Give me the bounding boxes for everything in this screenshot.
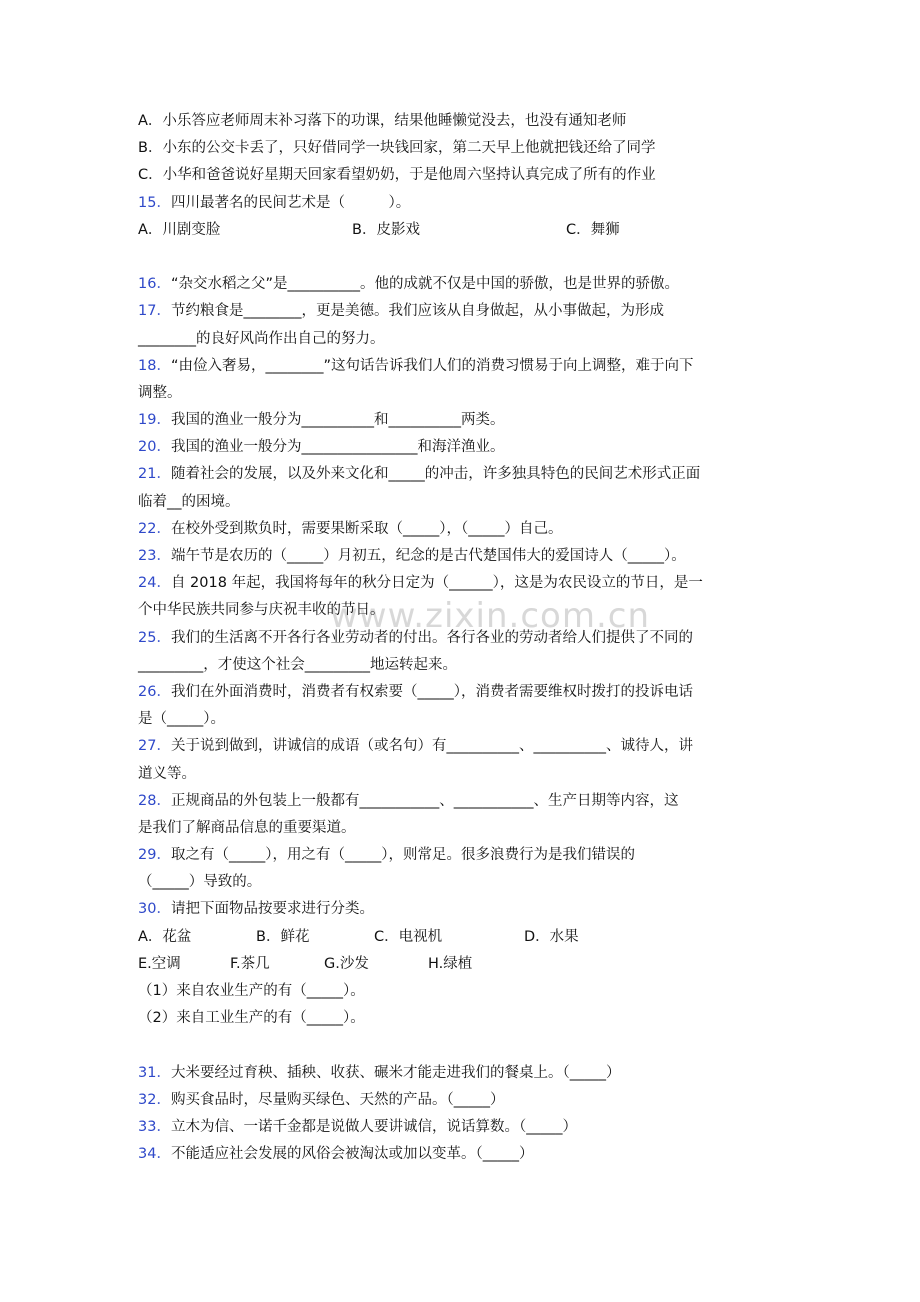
question-28-cont: 是我们了解商品信息的重要渠道。	[138, 819, 356, 836]
q15-options	[138, 217, 788, 244]
question-number: 23．	[138, 548, 171, 564]
question-text: 不能适应社会发展的风俗会被淘汰或加以变革。（_____）	[170, 1146, 534, 1163]
question-17-cont: ________的良好风尚作出自己的努力。	[138, 330, 385, 347]
q30-options-row1	[138, 924, 788, 951]
question-number: 15．	[138, 194, 171, 211]
question-number: 30．	[138, 901, 171, 918]
worksheet	[138, 108, 788, 1168]
q14-option-a: A．小乐答应老师周末补习落下的功课，结果他睡懒觉没去，也没有通知老师	[138, 113, 627, 129]
q14-option-c: C．小华和爸爸说好星期天回家看望奶奶，于是他周六坚持认真完成了所有的作业	[138, 167, 656, 184]
question-22	[138, 516, 788, 543]
watermark: www.zixin.com.cn	[330, 596, 650, 636]
question-number: 17．	[138, 303, 171, 320]
question-18	[138, 353, 788, 380]
question-33	[138, 1114, 788, 1141]
question-18-cont: 调整。	[138, 384, 182, 401]
question-17	[138, 298, 788, 325]
question-text: 立木为信、一诺千金都是说做人要讲诚信，说话算数。（_____）	[170, 1118, 577, 1135]
question-number: 31．	[138, 1064, 171, 1081]
question-27	[138, 733, 788, 760]
question-31	[138, 1060, 788, 1087]
question-32	[138, 1087, 788, 1114]
question-15	[138, 190, 788, 217]
spacer	[138, 1032, 788, 1059]
q30-option-e: E.空调	[138, 955, 181, 972]
question-text: “由俭入奢易，________”这句话告诉我们人们的消费习惯易于向上调整，难于向下	[170, 357, 694, 374]
question-26-cont: 是（_____）。	[138, 711, 225, 728]
question-text: 自 2018 年起，我国将每年的秋分日定为（______），这是为农民设立的节日，是一	[170, 575, 703, 592]
q30-option-c: C．电视机	[374, 928, 443, 945]
question-text: 我国的渔业一般分为________________和海洋渔业。	[170, 439, 505, 456]
q30-option-f: F.茶几	[230, 955, 270, 972]
question-text: 我们在外面消费时，消费者有权索要（_____），消费者需要维权时拨打的投诉电话	[170, 683, 693, 700]
question-number: 32．	[138, 1091, 171, 1108]
question-19	[138, 407, 788, 434]
question-27-cont: 道义等。	[138, 765, 196, 782]
q15-option-b: B．皮影戏	[352, 221, 420, 238]
q14-option-b: B．小东的公交卡丢了，只好借同学一块钱回家，第二天早上他就把钱还给了同学	[138, 140, 656, 157]
question-29	[138, 842, 788, 869]
q30-sub-1: （1）来自农业生产的有（_____）。	[138, 983, 365, 999]
question-25-cont: _________，才使这个社会_________地运转起来。	[138, 656, 457, 673]
question-text: 关于说到做到，讲诚信的成语（或名句）有__________、__________、诚待人，讲	[170, 738, 693, 755]
q15-option-c: C．舞狮	[566, 221, 620, 238]
question-number: 28．	[138, 792, 171, 809]
question-text: 正规商品的外包装上一般都有___________、___________、生产日期等内容，这	[170, 792, 679, 809]
question-number: 18．	[138, 357, 171, 374]
question-text: 随着社会的发展，以及外来文化和_____的冲击，许多独具特色的民间艺术形式正面	[170, 466, 701, 483]
question-number: 19．	[138, 412, 171, 429]
spacer	[138, 244, 788, 271]
q30-option-g: G.沙发	[324, 955, 369, 972]
question-text: 节约粮食是________，更是美德。我们应该从自身做起，从小事做起，为形成	[170, 303, 664, 320]
q30-option-h: H.绿植	[428, 955, 473, 972]
question-number: 24．	[138, 575, 171, 592]
question-text: 四川最著名的民间艺术是（ ）。	[170, 194, 411, 211]
question-24	[138, 570, 788, 597]
q30-option-b: B．鲜花	[256, 928, 310, 945]
question-text: 我国的渔业一般分为__________和__________两类。	[170, 412, 505, 429]
question-number: 16．	[138, 276, 171, 293]
question-30	[138, 896, 788, 923]
q30-sub-2: （2）来自工业生产的有（_____）。	[138, 1010, 365, 1027]
question-text: 我们的生活离不开各行各业劳动者的付出。各行各业的劳动者给人们提供了不同的	[170, 629, 693, 646]
q30-option-d: D．水果	[524, 928, 579, 945]
question-34	[138, 1141, 788, 1168]
question-text: 请把下面物品按要求进行分类。	[170, 901, 374, 918]
question-23	[138, 543, 788, 570]
question-number: 26．	[138, 683, 171, 700]
question-21-cont: 临着__的困境。	[138, 493, 240, 510]
question-number: 21．	[138, 466, 171, 483]
question-number: 29．	[138, 847, 171, 864]
question-text: 大米要经过育秧、插秧、收获、碾米才能走进我们的餐桌上。（_____）	[170, 1064, 621, 1081]
question-number: 27．	[138, 738, 171, 755]
question-number: 22．	[138, 520, 171, 537]
q15-option-a: A．川剧变脸	[138, 221, 221, 238]
question-number: 33．	[138, 1118, 171, 1135]
question-text: 在校外受到欺负时，需要果断采取（_____），（_____）自己。	[170, 520, 563, 537]
question-25	[138, 625, 788, 652]
question-24-cont: 个中华民族共同参与庆祝丰收的节日。	[138, 602, 385, 619]
q30-options-row2	[138, 951, 788, 978]
question-number: 34．	[138, 1146, 171, 1163]
question-28	[138, 788, 788, 815]
question-text: “杂交水稻之父”是__________。他的成就不仅是中国的骄傲，也是世界的骄傲。	[170, 276, 679, 293]
question-text: 购买食品时，尽量购买绿色、天然的产品。（_____）	[170, 1091, 505, 1108]
question-26	[138, 679, 788, 706]
question-text: 取之有（_____），用之有（_____），则常足。很多浪费行为是我们错误的	[170, 847, 635, 864]
question-20	[138, 434, 788, 461]
question-number: 20．	[138, 439, 171, 456]
question-number: 25．	[138, 629, 171, 646]
question-16	[138, 271, 788, 298]
question-21	[138, 461, 788, 488]
question-text: 端午节是农历的（_____）月初五，纪念的是古代楚国伟大的爱国诗人（_____）。	[170, 548, 686, 564]
question-29-cont: （_____）导致的。	[138, 874, 262, 891]
q30-option-a: A．花盆	[138, 928, 192, 945]
